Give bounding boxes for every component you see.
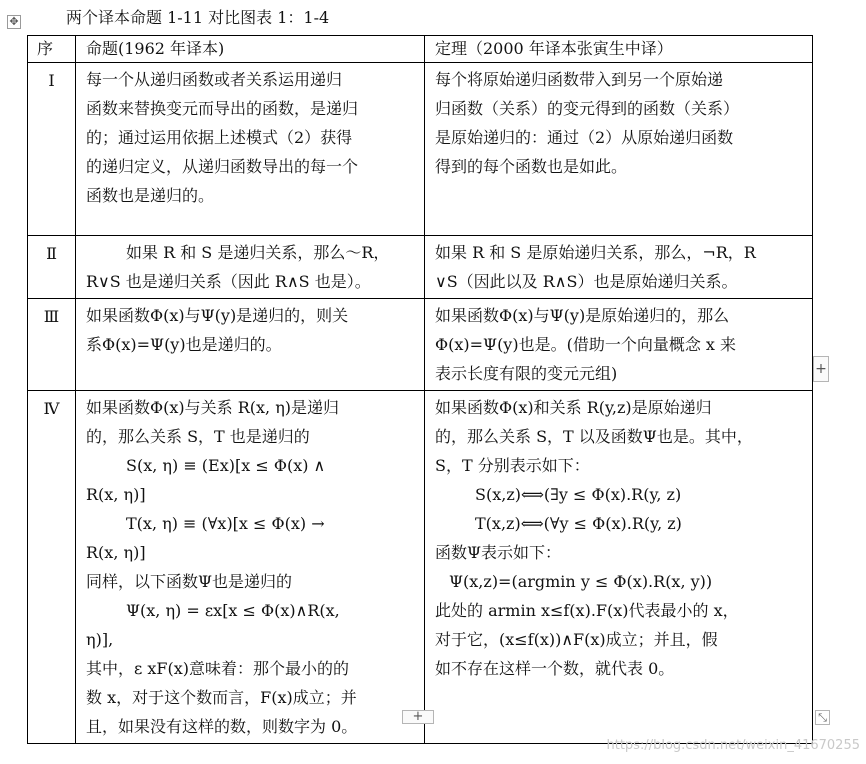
text-line: ∨S（因此以及 R∧S）也是原始递归关系。: [435, 272, 738, 291]
text-line: 数 x，对于这个数而言，F(x)成立；并: [86, 688, 357, 707]
text-line: Φ(x)=Ψ(y)也是。(借助一个向量概念 x 来: [435, 335, 737, 354]
text-line: 其中，ε xF(x)意味着：那个最小的的: [86, 659, 350, 678]
text-line: 的；通过运用依据上述模式（2）获得: [86, 128, 353, 147]
text-line: 如不存在这样一个数，就代表 0。: [435, 659, 675, 678]
text-line: 表示长度有限的变元元组): [435, 364, 618, 383]
text-line: 函数Ψ表示如下：: [435, 543, 562, 562]
header-2000-edition: 定理（2000 年译本张寅生中译）: [425, 36, 813, 63]
table-row: [28, 63, 813, 236]
proposition-cell: [76, 236, 425, 299]
formula-line: T(x, η) ≡ (∀x)[x ≤ Φ(x) →: [126, 514, 325, 533]
proposition-cell: [76, 63, 425, 236]
theorem-cell: [425, 63, 813, 236]
text-line: 的，那么关系 S，T 以及函数Ψ也是。其中，: [435, 427, 753, 446]
formula-line: η)],: [86, 630, 114, 649]
text-line: 同样，以下函数Ψ也是递归的: [86, 572, 293, 591]
row-index: Ⅲ: [28, 299, 76, 391]
text-line: 如果函数Φ(x)与Ψ(y)是递归的，则关: [86, 306, 349, 325]
text-line: 如果 R 和 S 是递归关系，那么～R，: [126, 243, 390, 262]
text-line: 的，那么关系 S，T 也是递归的: [86, 427, 310, 446]
text-line: 的递归定义，从递归函数导出的每一个: [86, 157, 359, 176]
add-row-icon[interactable]: +: [402, 710, 434, 724]
table-header-row: [28, 36, 813, 63]
text-line: S，T 分别表示如下：: [435, 456, 590, 475]
table-resize-icon[interactable]: ⤡: [815, 710, 830, 725]
formula-line: Ψ(x, η) = εx[x ≤ Φ(x)∧R(x,: [126, 601, 340, 620]
theorem-cell: [425, 236, 813, 299]
text-line: 如果 R 和 S 是原始递归关系，那么，¬R，R: [435, 243, 756, 262]
text-line: R∨S 也是递归关系（因此 R∧S 也是）。: [86, 272, 371, 291]
formula-line: S(x, η) ≡ (Ex)[x ≤ Φ(x) ∧: [126, 456, 326, 475]
row-index: Ⅱ: [28, 236, 76, 299]
proposition-cell: [76, 391, 425, 744]
watermark: https://blog.csdn.net/weixin_41670255: [606, 738, 860, 753]
formula-line: R(x, η)]: [86, 543, 146, 562]
table-move-handle-icon[interactable]: ✥: [7, 15, 21, 29]
text-line: 得到的每个函数也是如此。: [435, 157, 628, 176]
text-line: 函数也是递归的。: [86, 186, 215, 205]
proposition-cell: [76, 299, 425, 391]
comparison-table: [27, 35, 813, 744]
text-line: 此处的 armin x≤f(x).F(x)代表最小的 x，: [435, 601, 739, 620]
row-index: Ⅳ: [28, 391, 76, 744]
text-line: 每一个从递归函数或者关系运用递归: [86, 70, 343, 89]
text-line: 归函数（关系）的变元得到的函数（关系）: [435, 99, 740, 118]
text-line: 如果函数Φ(x)与关系 R(x, η)是递归: [86, 398, 340, 417]
text-line: 如果函数Φ(x)和关系 R(y,z)是原始递归: [435, 398, 712, 417]
header-index: 序: [28, 36, 76, 63]
formula-line: R(x, η)]: [86, 485, 146, 504]
theorem-cell: [425, 299, 813, 391]
table-row: [28, 391, 813, 744]
theorem-cell: [425, 391, 813, 744]
table-row: [28, 299, 813, 391]
text-line: 是原始递归的：通过（2）从原始递归函数: [435, 128, 734, 147]
text-line: 系Φ(x)=Ψ(y)也是递归的。: [86, 335, 282, 354]
text-line: 且，如果没有这样的数，则数字为 0。: [86, 717, 358, 736]
add-column-icon[interactable]: +: [813, 356, 829, 382]
header-1962-edition: 命题(1962 年译本): [76, 36, 425, 63]
text-line: 函数来替换变元而导出的函数，是递归: [86, 99, 359, 118]
formula-line: T(x,z)⟺(∀y ≤ Φ(x).R(y, z): [475, 514, 682, 533]
table-row: [28, 236, 813, 299]
formula-line: Ψ(x,z)=(argmin y ≤ Φ(x).R(x, y)): [449, 572, 713, 591]
formula-line: S(x,z)⟺(∃y ≤ Φ(x).R(y, z): [475, 485, 682, 504]
text-line: 每个将原始递归函数带入到另一个原始递: [435, 70, 724, 89]
text-line: 对于它，(x≤f(x))∧F(x)成立；并且，假: [435, 630, 718, 649]
row-index: Ⅰ: [28, 63, 76, 236]
text-line: 如果函数Φ(x)与Ψ(y)是原始递归的，那么: [435, 306, 730, 325]
table-caption: 两个译本命题 1-11 对比图表 1：1-4: [66, 8, 330, 27]
